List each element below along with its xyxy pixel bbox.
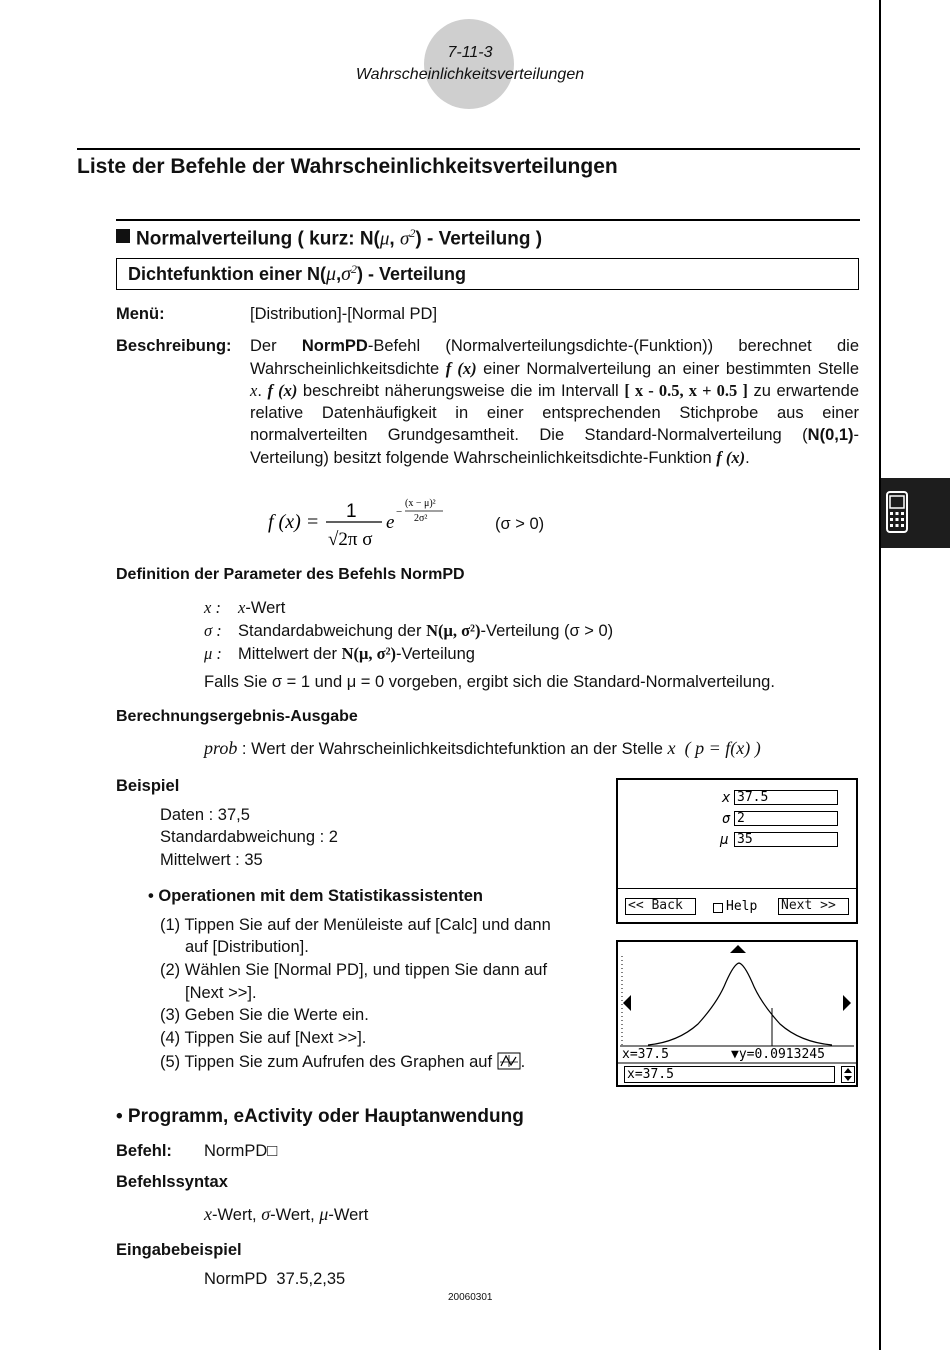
result-text: prob : Wert der Wahrscheinlichkeitsdichtefunktion an der Stelle x ( p = f(x) ): [204, 738, 761, 758]
example-heading: Beispiel: [116, 777, 180, 795]
formula-exp-sign: −: [396, 506, 403, 518]
section-square-icon: [116, 229, 130, 243]
calculator-screen-input: [616, 778, 858, 924]
result-heading: Berechnungsergebnis-Ausgabe: [116, 708, 358, 725]
command-value: NormPD□: [204, 1142, 278, 1160]
example-std: Standardabweichung : 2: [160, 828, 338, 846]
description-text: Der NormPD-Befehl (Normalverteilungsdichte-(Funktion)) berechnet die Wahrscheinlichkeitsdichte f (x) einer Normalverteilung an einer bestimmten Stelle x. f (x) beschreibt näherungsweise die im Intervall [ x - 0.5, x + 0.5 ] zu erwartende relative Datenhäufigkeit in einer entsprechenden Stichprobe aus einer normalverteilten Grundgesamtheit. Die Standard-Normalverteilung (N(0,1)-Verteilung) besitzt folgende Wahrscheinlichkeitsdichte-Funktion f (x).: [250, 337, 860, 467]
input-example-heading: Eingabebeispiel: [116, 1241, 242, 1259]
param-row-mu: μ : Mittelwert der N(μ, σ²)-Verteilung: [204, 644, 475, 663]
param-row-x: x : x-Wert: [204, 598, 286, 617]
normal-curve: [648, 963, 832, 1045]
program-heading: • Programm, eActivity oder Hauptanwendung: [116, 1106, 524, 1127]
screen1-label-mu: μ: [720, 832, 729, 848]
formula-condition: (σ > 0): [495, 515, 545, 533]
help-label: Help: [726, 899, 758, 914]
section-heading: Normalverteilung ( kurz: N(μ, $\sigma^2$) - Verteilung ): [116, 226, 542, 250]
description-label: Beschreibung:: [116, 337, 232, 355]
graph-button-icon: [497, 1052, 521, 1070]
scroll-right-icon: [843, 995, 851, 1011]
screen1-field-sigma[interactable]: 2: [734, 811, 838, 826]
heading-rule: [77, 148, 860, 150]
formula-denominator: √2π σ: [328, 529, 373, 550]
back-button[interactable]: << Back: [625, 898, 696, 915]
step-2: (2) Wählen Sie [Normal PD], und tippen Sie dann auf: [160, 961, 548, 979]
calculator-icon: [886, 491, 908, 533]
example-mean: Mittelwert : 35: [160, 851, 263, 869]
example-data: Daten : 37,5: [160, 806, 250, 824]
section-rule: [116, 219, 860, 221]
formula-base: e: [386, 512, 395, 533]
screen1-field-mu[interactable]: 35: [734, 832, 838, 847]
page-edge-line: [879, 0, 881, 1350]
step-5: (5) Tippen Sie zum Aufrufen des Graphen auf .: [160, 1053, 526, 1071]
formula-exp-numerator: (x − μ)²: [405, 498, 436, 509]
chapter-title: Wahrscheinlichkeitsverteilungen: [355, 66, 585, 83]
screen1-divider: [618, 888, 856, 889]
formula-numerator: 1: [346, 501, 357, 522]
step-1: (1) Tippen Sie auf der Menüleiste auf [Calc] und dann: [160, 916, 551, 934]
subsection-title: Dichtefunktion einer $N(\mu,\sigma^2)$ - Verteilung: [128, 262, 466, 285]
help-checkbox[interactable]: [713, 903, 723, 913]
param-note: Falls Sie σ = 1 und μ = 0 vorgeben, ergibt sich die Standard-Normalverteilung.: [204, 673, 775, 691]
calculator-screen-graph: [616, 940, 858, 1087]
status-x: x=37.5: [622, 1047, 669, 1062]
step-1-cont: auf [Distribution].: [185, 938, 309, 956]
scroll-left-icon: [623, 995, 631, 1011]
formula-lhs: f (x) =: [268, 511, 320, 533]
menu-value: [Distribution]-[Normal PD]: [250, 305, 438, 323]
footer-code: 20060301: [448, 1292, 493, 1303]
formula-exp-denominator: 2σ²: [414, 513, 428, 524]
updown-arrows-icon[interactable]: [841, 1066, 855, 1083]
normal-curve-graph: [618, 942, 856, 1085]
syntax-heading: Befehlssyntax: [116, 1173, 228, 1191]
screen1-label-sigma: σ: [722, 811, 731, 827]
screen1-field-x[interactable]: 37.5: [734, 790, 838, 805]
param-def-heading: Definition der Parameter des Befehls NormPD: [116, 566, 465, 583]
page-number: 7-11-3: [447, 44, 493, 61]
step-3: (3) Geben Sie die Werte ein.: [160, 1006, 369, 1024]
param-list: [204, 598, 775, 692]
input-example-value: NormPD 37.5,2,35: [204, 1270, 346, 1288]
step-4: (4) Tippen Sie auf [Next >>].: [160, 1029, 367, 1047]
main-heading: Liste der Befehle der Wahrscheinlichkeitsverteilungen: [77, 155, 618, 178]
next-button[interactable]: Next >>: [778, 898, 849, 915]
menu-label: Menü:: [116, 305, 165, 323]
syntax-value: x-Wert, σ-Wert, μ-Wert: [204, 1204, 369, 1224]
step-2-cont: [Next >>].: [185, 984, 257, 1002]
scroll-up-icon: [730, 945, 746, 953]
page-number-circle: [424, 19, 514, 109]
status-y: ▼y=0.0913245: [731, 1047, 825, 1062]
command-label: Befehl:: [116, 1142, 172, 1160]
param-row-sigma: σ : Standardabweichung der N(μ, σ²)-Verteilung (σ > 0): [204, 621, 614, 640]
ops-heading: • Operationen mit dem Statistikassistenten: [148, 887, 483, 905]
screen1-label-x: x: [722, 790, 731, 806]
graph-input-field[interactable]: x=37.5: [624, 1066, 835, 1083]
